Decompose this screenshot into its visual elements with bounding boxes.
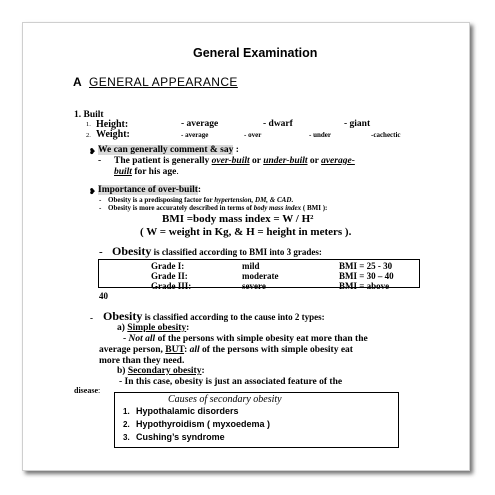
grade-2-severity: moderate xyxy=(242,271,279,281)
height-option-giant: - giant xyxy=(344,119,371,129)
height-label: Height: xyxy=(96,119,129,130)
grade-1-label: Grade I: xyxy=(151,261,185,271)
importance-line-2: Obesity is more accurately described in terms of body mass index ( BMI ): xyxy=(108,204,328,212)
cause-1-num: 1. xyxy=(123,407,130,416)
weight-option-average: - average xyxy=(181,131,209,139)
importance-dash-1: - xyxy=(99,196,102,204)
comment-heading: We can generally comment & say : xyxy=(98,145,239,155)
weight-option-under: - under xyxy=(309,131,331,139)
height-option-dwarf: - dwarf xyxy=(263,119,293,129)
grade-2-label: Grade II: xyxy=(151,271,188,281)
cause-3-text: Cushing’s syndrome xyxy=(136,432,225,442)
secondary-obesity-line-1: - In this case, obesity is just an associated feature of the xyxy=(119,377,343,387)
importance-line-1: Obesity is a predisposing factor for hypertension, DM, & CAD. xyxy=(108,196,294,204)
simple-obesity-heading: a) Simple obesity: xyxy=(117,323,190,333)
grade-3-label: Grade III: xyxy=(151,281,192,291)
weight-num: 2. xyxy=(86,132,91,139)
importance-bullet-icon: ❥ xyxy=(89,187,96,196)
grade-2-bmi: BMI = 30 – 40 xyxy=(339,271,394,281)
simple-obesity-line-3: more than they need. xyxy=(99,356,185,366)
secondary-obesity-line-2: disease: xyxy=(74,386,101,395)
weight-option-cachectic: -cachectic xyxy=(371,131,401,139)
cause-3-num: 3. xyxy=(123,433,130,442)
comment-dash: - xyxy=(98,156,102,166)
height-option-average: - average xyxy=(181,119,219,129)
grade-1-bmi: BMI = 25 - 30 xyxy=(339,261,393,271)
bmi-formula: BMI =body mass index = W / H² xyxy=(162,213,314,225)
cause-1-text: Hypothalamic disorders xyxy=(136,406,239,416)
grade-3-severity: severe xyxy=(242,281,266,291)
section-a-heading: GENERAL APPEARANCE xyxy=(89,75,238,89)
weight-label: Weight: xyxy=(96,129,130,140)
comment-line-1: The patient is generally over-built or under-built or average- xyxy=(114,156,355,166)
obesity-cause-heading: Obesity is classified according to the cause into 2 types: xyxy=(103,309,325,323)
page-title: General Examination xyxy=(193,46,318,60)
simple-obesity-line-2: average person, BUT: all of the persons with simple obesity eat xyxy=(99,345,353,355)
comment-bullet-icon: ❥ xyxy=(89,147,96,156)
grade-1-severity: mild xyxy=(242,261,260,271)
document-page xyxy=(22,22,470,471)
simple-obesity-line-1: - Not all of the persons with simple obesity eat more than the xyxy=(123,334,368,344)
causes-box-title: Causes of secondary obesity xyxy=(168,394,282,405)
secondary-obesity-heading: b) Secondary obesity: xyxy=(117,366,205,376)
cause-2-text: Hypothyroidism ( myxoedema ) xyxy=(136,419,271,429)
comment-line-2: built for his age. xyxy=(114,167,179,177)
height-num: 1. xyxy=(86,121,91,128)
section-a-letter: A xyxy=(73,75,82,89)
obesity-cause-dash: - xyxy=(90,313,93,323)
cause-2-num: 2. xyxy=(123,420,130,429)
grade-3-bmi: BMI = above xyxy=(339,281,390,291)
obesity-bmi-dash: - xyxy=(99,246,103,258)
weight-option-over: - over xyxy=(244,131,262,139)
grade-3-bmi-overflow: 40 xyxy=(99,291,108,301)
bmi-formula-units: ( W = weight in Kg, & H = height in meters ). xyxy=(140,226,352,238)
importance-dash-2: - xyxy=(99,204,102,212)
obesity-bmi-heading: Obesity is classified according to BMI into 3 grades: xyxy=(112,244,322,258)
built-label: 1. Built xyxy=(74,110,104,120)
importance-heading: Importance of over-built: xyxy=(98,185,202,195)
